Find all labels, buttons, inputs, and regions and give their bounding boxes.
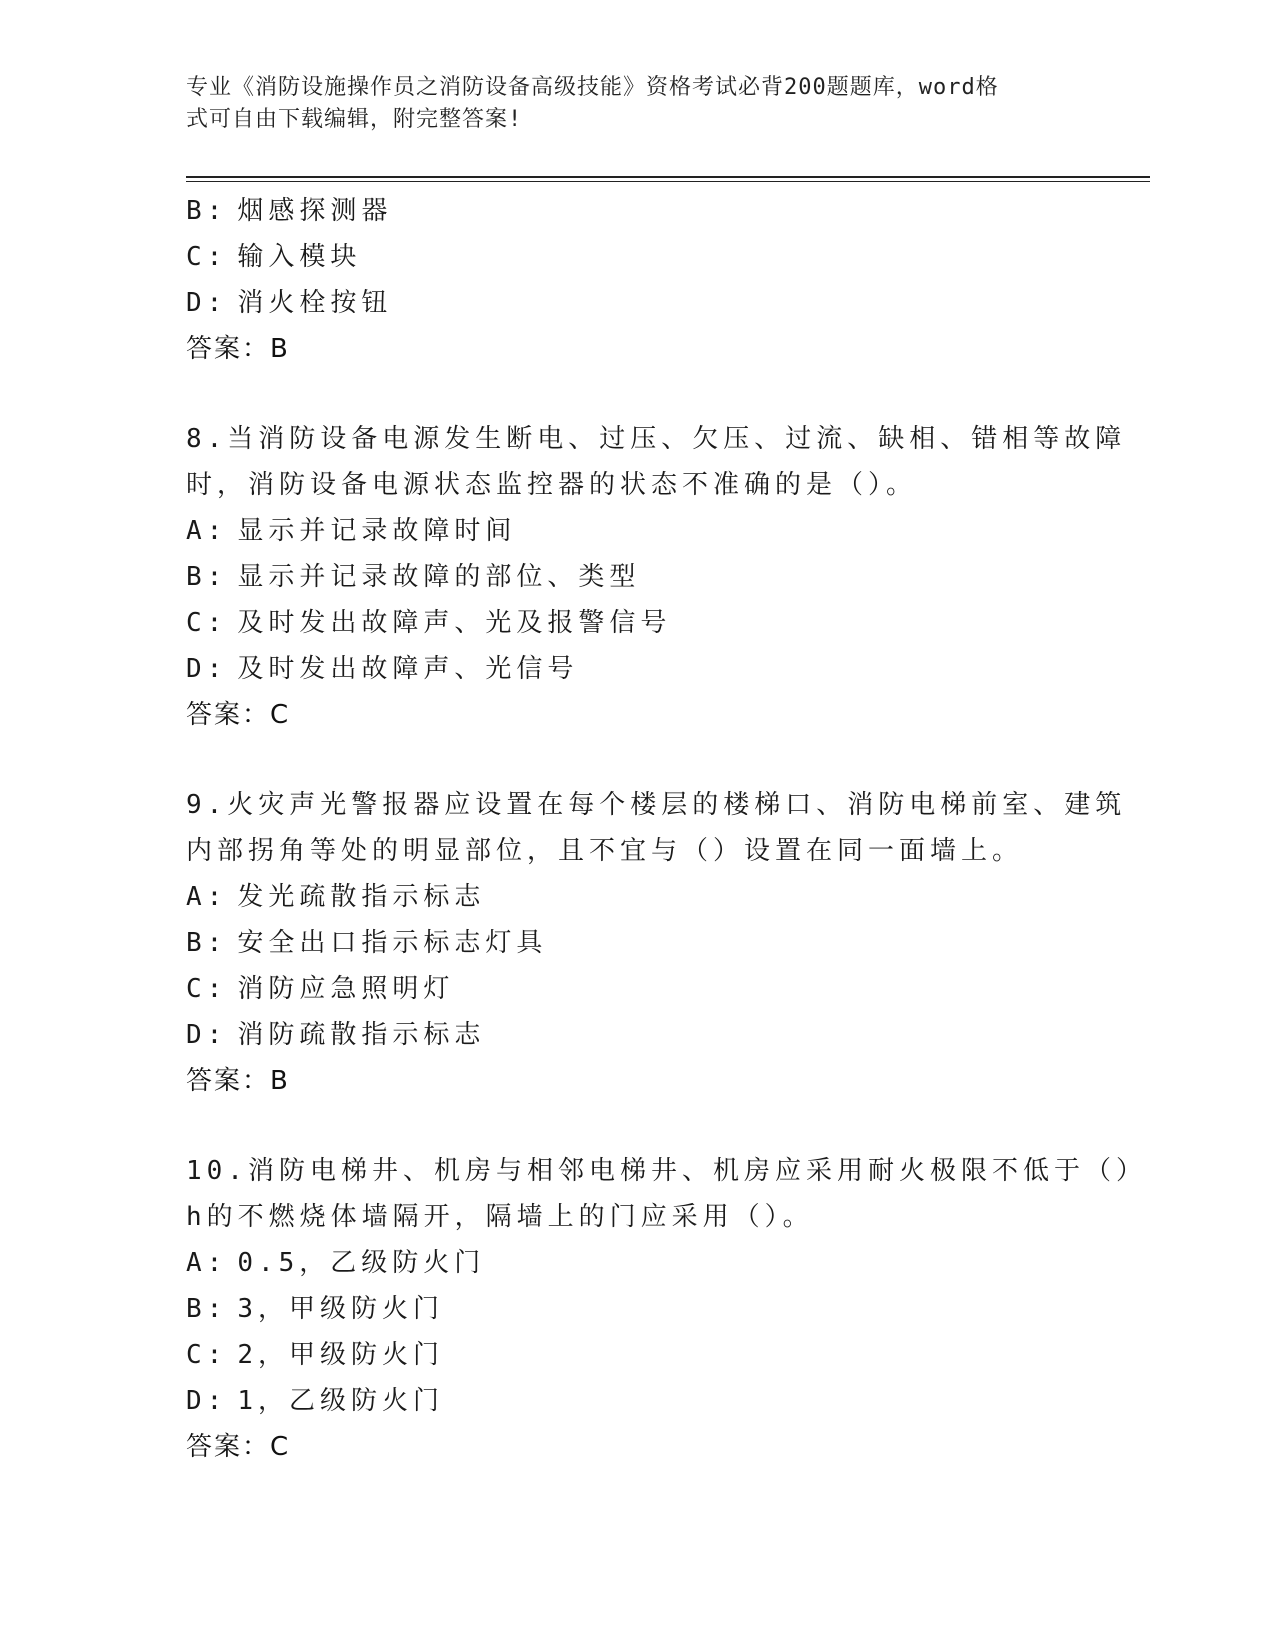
option-key: C: — [186, 608, 228, 638]
question-stem: 内部拐角等处的明显部位，且不宜与（）设置在同一面墙上。 — [186, 836, 1024, 866]
option-text: 烟感探测器 — [237, 196, 393, 226]
option-key: D: — [186, 654, 228, 684]
option-key: A: — [186, 882, 228, 912]
option-line — [186, 874, 1086, 920]
option-line — [186, 1332, 1086, 1378]
spacer — [186, 372, 1086, 416]
option-text: 0.5，乙级防火门 — [237, 1248, 486, 1278]
option-key: C: — [186, 242, 228, 272]
option-key: A: — [186, 1248, 228, 1278]
option-key: B: — [186, 562, 228, 592]
option-line — [186, 280, 1086, 326]
option-key: D: — [186, 1386, 228, 1416]
option-key: C: — [186, 1340, 228, 1370]
option-line — [186, 234, 1086, 280]
question-block-9 — [186, 782, 1127, 1104]
option-text: 显示并记录故障时间 — [237, 516, 517, 546]
option-line — [186, 1378, 1086, 1424]
spacer — [186, 1104, 1086, 1148]
header-rule-thick — [186, 176, 1150, 178]
option-text: 发光疏散指示标志 — [237, 882, 486, 912]
question-stem: 8.当消防设备电源发生断电、过压、欠压、过流、缺相、错相等故障 — [186, 424, 1127, 454]
header-rule-thin — [186, 181, 1150, 182]
document-header — [186, 72, 1066, 136]
question-stem: 时，消防设备电源状态监控器的状态不准确的是（）。 — [186, 470, 918, 500]
answer-line: 答案：C — [186, 1432, 291, 1462]
option-text: 输入模块 — [237, 242, 362, 272]
answer-line: 答案：C — [186, 700, 291, 730]
option-line — [186, 508, 1086, 554]
question-content — [186, 188, 1147, 1470]
question-stem: h的不燃烧体墙隔开，隔墙上的门应采用（）。 — [186, 1202, 814, 1232]
option-text: 安全出口指示标志灯具 — [237, 928, 548, 958]
option-line — [186, 600, 1086, 646]
option-key: C: — [186, 974, 228, 1004]
question-block-8 — [186, 416, 1127, 738]
option-line — [186, 554, 1086, 600]
option-line — [186, 1286, 1086, 1332]
option-key: B: — [186, 196, 228, 226]
option-text: 3，甲级防火门 — [237, 1294, 444, 1324]
option-key: D: — [186, 1020, 228, 1050]
option-text: 消防应急照明灯 — [237, 974, 455, 1004]
header-line-1: 专业《消防设施操作员之消防设备高级技能》资格考试必背200题题库，word格 — [186, 75, 999, 100]
option-key: A: — [186, 516, 228, 546]
option-text: 2，甲级防火门 — [237, 1340, 444, 1370]
option-key: B: — [186, 928, 228, 958]
option-line — [186, 1012, 1086, 1058]
option-line — [186, 1240, 1086, 1286]
option-text: 消防疏散指示标志 — [237, 1020, 486, 1050]
header-line-2: 式可自由下载编辑，附完整答案! — [186, 107, 523, 132]
question-block-10 — [186, 1148, 1147, 1470]
option-line — [186, 920, 1086, 966]
question-stem: 10.消防电梯井、机房与相邻电梯井、机房应采用耐火极限不低于（） — [186, 1156, 1147, 1186]
answer-line: 答案：B — [186, 334, 290, 364]
option-text: 显示并记录故障的部位、类型 — [237, 562, 641, 592]
question-stem: 9.火灾声光警报器应设置在每个楼层的楼梯口、消防电梯前室、建筑 — [186, 790, 1127, 820]
option-line — [186, 966, 1086, 1012]
option-line — [186, 188, 1086, 234]
prev-question-block — [186, 188, 1086, 372]
answer-line: 答案：B — [186, 1066, 290, 1096]
option-line — [186, 646, 1086, 692]
option-key: B: — [186, 1294, 228, 1324]
option-key: D: — [186, 288, 228, 318]
option-text: 消火栓按钮 — [237, 288, 393, 318]
option-text: 及时发出故障声、光及报警信号 — [237, 608, 672, 638]
option-text: 及时发出故障声、光信号 — [237, 654, 579, 684]
option-text: 1，乙级防火门 — [237, 1386, 444, 1416]
spacer — [186, 738, 1086, 782]
